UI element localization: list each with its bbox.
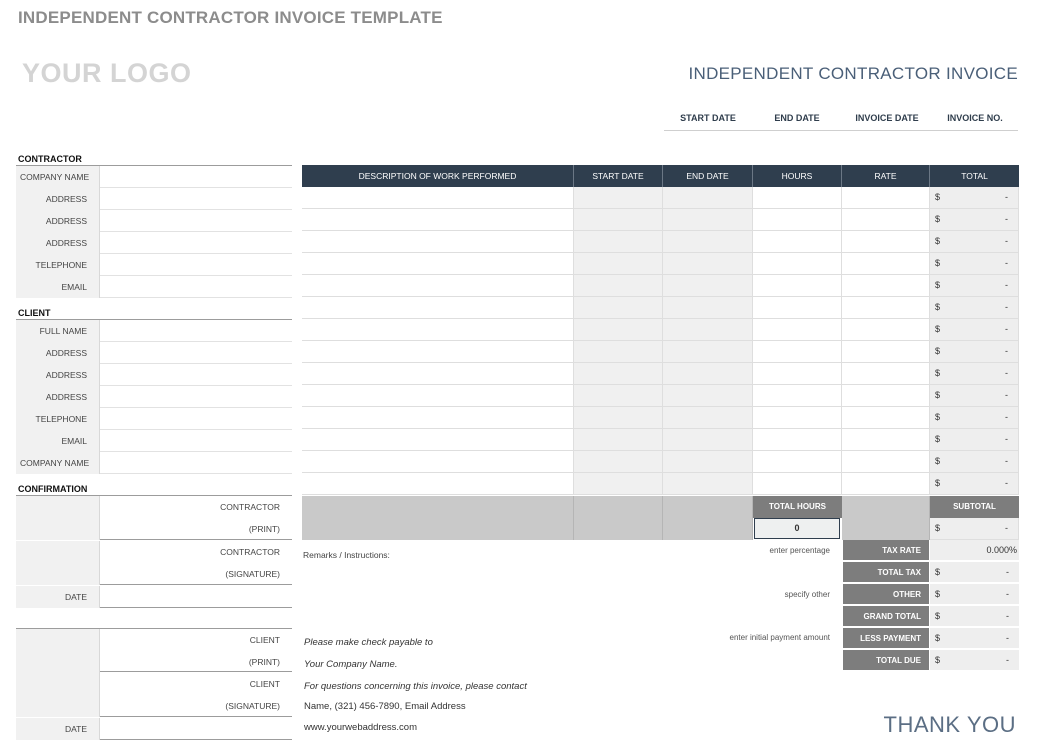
currency-symbol: $ [935, 567, 941, 577]
header-invoice-date-label: INVOICE DATE [855, 113, 919, 123]
end-date-cell[interactable] [663, 275, 753, 297]
field-label: TELEPHONE [16, 408, 100, 430]
field-label: CONTRACTOR [220, 547, 280, 557]
subtotal-label: SUBTOTAL [930, 496, 1019, 518]
currency-symbol: $ [935, 280, 941, 290]
client-company-row[interactable] [16, 452, 292, 474]
end-date-cell[interactable] [663, 319, 753, 341]
field-label: ADDRESS [16, 188, 100, 210]
field-label: ADDRESS [16, 386, 100, 408]
client-email-row[interactable] [16, 430, 292, 452]
currency-symbol: $ [935, 611, 941, 621]
rate-cell[interactable] [842, 231, 930, 253]
rate-cell[interactable] [842, 407, 930, 429]
amount: - [1005, 302, 1008, 312]
grand-total-value [930, 606, 1019, 627]
invoice-title: INDEPENDENT CONTRACTOR INVOICE [688, 64, 1018, 83]
hours-cell[interactable] [753, 451, 842, 473]
line-total-cell [930, 451, 1019, 473]
amount: - [1005, 434, 1008, 444]
summary-bar [663, 518, 753, 540]
hours-cell[interactable] [753, 341, 842, 363]
description-cell[interactable] [302, 297, 574, 319]
start-date-cell[interactable] [574, 187, 663, 209]
amount: - [1005, 324, 1008, 334]
start-date-cell[interactable] [574, 363, 663, 385]
amount: - [1006, 655, 1009, 665]
amount: - [1005, 390, 1008, 400]
amount: - [1005, 368, 1008, 378]
client-signature-field[interactable] [16, 673, 292, 717]
tax-rate-input[interactable] [930, 540, 1019, 561]
hint-initial-payment: enter initial payment amount [729, 633, 830, 642]
amount: - [1005, 258, 1008, 268]
other-label: OTHER [843, 584, 929, 605]
currency-symbol: $ [935, 655, 941, 665]
description-cell[interactable] [302, 451, 574, 473]
end-date-cell[interactable] [663, 363, 753, 385]
start-date-cell[interactable] [574, 253, 663, 275]
questions-text: For questions concerning this invoice, please contact [304, 681, 527, 692]
start-date-cell[interactable] [574, 209, 663, 231]
end-date-cell[interactable] [663, 429, 753, 451]
hours-cell[interactable] [753, 407, 842, 429]
description-cell[interactable] [302, 407, 574, 429]
hours-cell[interactable] [753, 231, 842, 253]
end-date-cell[interactable] [663, 231, 753, 253]
summary-bar [302, 518, 574, 540]
contractor-address-row[interactable] [16, 188, 292, 210]
summary-bar [574, 518, 663, 540]
amount: - [1005, 412, 1008, 422]
currency-symbol: $ [935, 412, 941, 422]
total-tax-label: TOTAL TAX [843, 562, 929, 583]
hours-cell[interactable] [753, 275, 842, 297]
description-cell[interactable] [302, 363, 574, 385]
field-label: (SIGNATURE) [225, 569, 280, 579]
line-total-cell [930, 275, 1019, 297]
currency-symbol: $ [935, 589, 941, 599]
description-cell[interactable] [302, 385, 574, 407]
col-header-rate: RATE [842, 165, 930, 187]
field-label-box [16, 496, 100, 540]
field-label: COMPANY NAME [16, 452, 100, 474]
end-date-cell[interactable] [663, 253, 753, 275]
client-date-field[interactable] [16, 718, 292, 740]
currency-symbol: $ [935, 633, 941, 643]
hours-cell[interactable] [753, 297, 842, 319]
header-end-date-label: END DATE [774, 113, 820, 123]
end-date-cell[interactable] [663, 473, 753, 495]
header-invoice-no-label: INVOICE NO. [947, 113, 1003, 123]
tax-rate-label: TAX RATE [843, 540, 929, 561]
confirmation-heading: CONFIRMATION [18, 484, 88, 494]
line-total-cell [930, 341, 1019, 363]
field-label: EMAIL [16, 276, 100, 298]
end-date-cell[interactable] [663, 385, 753, 407]
client-address-row[interactable] [16, 364, 292, 386]
client-print-field[interactable] [16, 628, 292, 672]
other-input[interactable] [930, 584, 1019, 605]
logo-placeholder: YOUR LOGO [22, 58, 192, 88]
less-payment-input[interactable] [930, 628, 1019, 649]
col-header-end-date: END DATE [663, 165, 753, 187]
contractor-address-row[interactable] [16, 210, 292, 232]
payable-to-text: Please make check payable to [304, 637, 433, 648]
description-cell[interactable] [302, 231, 574, 253]
line-total-cell [930, 407, 1019, 429]
start-date-cell[interactable] [574, 473, 663, 495]
contractor-date-field[interactable] [16, 586, 292, 608]
line-total-cell [930, 253, 1019, 275]
page-title: INDEPENDENT CONTRACTOR INVOICE TEMPLATE [18, 8, 443, 27]
currency-symbol: $ [935, 324, 941, 334]
contractor-address-row[interactable] [16, 232, 292, 254]
total-due-value [930, 650, 1019, 671]
end-date-cell[interactable] [663, 407, 753, 429]
rate-cell[interactable] [842, 363, 930, 385]
summary-bar [574, 496, 663, 518]
end-date-cell[interactable] [663, 451, 753, 473]
summary-bar [842, 496, 930, 518]
field-label: CONTRACTOR [220, 502, 280, 512]
currency-symbol: $ [935, 192, 941, 202]
rate-cell[interactable] [842, 275, 930, 297]
total-tax-value [930, 562, 1019, 583]
grand-total-label: GRAND TOTAL [843, 606, 929, 627]
contractor-signature-field[interactable] [16, 541, 292, 585]
summary-bar [842, 518, 930, 540]
currency-symbol: $ [935, 236, 941, 246]
contractor-heading: CONTRACTOR [18, 154, 82, 164]
amount: - [1006, 611, 1009, 621]
end-date-cell[interactable] [663, 297, 753, 319]
field-label: ADDRESS [16, 210, 100, 232]
rate-cell[interactable] [842, 209, 930, 231]
total-due-label: TOTAL DUE [843, 650, 929, 671]
hours-cell[interactable] [753, 209, 842, 231]
total-hours-value: 0 [754, 518, 840, 539]
rate-cell[interactable] [842, 473, 930, 495]
description-cell[interactable] [302, 253, 574, 275]
start-date-cell[interactable] [574, 297, 663, 319]
line-total-cell [930, 473, 1019, 495]
contractor-email-row[interactable] [16, 276, 292, 298]
hours-cell[interactable] [753, 319, 842, 341]
currency-symbol: $ [935, 214, 941, 224]
amount: - [1005, 523, 1008, 533]
description-cell[interactable] [302, 429, 574, 451]
amount: - [1005, 346, 1008, 356]
amount: - [1006, 567, 1009, 577]
remarks-label: Remarks / Instructions: [303, 550, 390, 560]
field-label: FULL NAME [16, 320, 100, 342]
line-total-cell [930, 385, 1019, 407]
tax-rate-value: 0.000% [986, 545, 1017, 555]
amount: - [1005, 456, 1008, 466]
start-date-cell[interactable] [574, 231, 663, 253]
client-fullname-row[interactable] [16, 320, 292, 342]
rate-cell[interactable] [842, 187, 930, 209]
field-label: DATE [16, 586, 100, 608]
rate-cell[interactable] [842, 253, 930, 275]
contractor-company-row[interactable] [16, 166, 292, 188]
total-hours-label: TOTAL HOURS [753, 496, 842, 518]
client-heading: CLIENT [18, 308, 51, 318]
client-address-row[interactable] [16, 386, 292, 408]
currency-symbol: $ [935, 390, 941, 400]
line-total-cell [930, 187, 1019, 209]
start-date-cell[interactable] [574, 429, 663, 451]
contractor-print-field[interactable] [16, 496, 292, 540]
field-label-box [16, 673, 100, 717]
description-cell[interactable] [302, 473, 574, 495]
col-header-start-date: START DATE [574, 165, 663, 187]
field-label: TELEPHONE [16, 254, 100, 276]
field-label: ADDRESS [16, 342, 100, 364]
line-total-cell [930, 363, 1019, 385]
amount: - [1005, 478, 1008, 488]
header-divider [664, 130, 1018, 131]
start-date-cell[interactable] [574, 385, 663, 407]
contact-text: Name, (321) 456-7890, Email Address [304, 701, 466, 712]
header-start-date-label: START DATE [680, 113, 736, 123]
field-label: (PRINT) [248, 657, 280, 667]
start-date-cell[interactable] [574, 275, 663, 297]
contractor-telephone-row[interactable] [16, 254, 292, 276]
subtotal-value [930, 518, 1019, 540]
end-date-cell[interactable] [663, 341, 753, 363]
amount: - [1005, 280, 1008, 290]
end-date-cell[interactable] [663, 209, 753, 231]
line-total-cell [930, 319, 1019, 341]
client-address-row[interactable] [16, 342, 292, 364]
rate-cell[interactable] [842, 429, 930, 451]
currency-symbol: $ [935, 478, 941, 488]
rate-cell[interactable] [842, 319, 930, 341]
rate-cell[interactable] [842, 341, 930, 363]
end-date-cell[interactable] [663, 187, 753, 209]
hint-specify-other: specify other [784, 590, 830, 599]
hours-cell[interactable] [753, 363, 842, 385]
company-name-text: Your Company Name. [304, 659, 398, 670]
line-total-cell [930, 429, 1019, 451]
col-header-hours: HOURS [753, 165, 842, 187]
field-label: EMAIL [16, 430, 100, 452]
currency-symbol: $ [935, 302, 941, 312]
line-total-cell [930, 231, 1019, 253]
description-cell[interactable] [302, 187, 574, 209]
field-label: ADDRESS [16, 232, 100, 254]
thank-you-text: THANK YOU [883, 712, 1016, 737]
start-date-cell[interactable] [574, 451, 663, 473]
start-date-cell[interactable] [574, 319, 663, 341]
field-label: (SIGNATURE) [225, 701, 280, 711]
col-header-total: TOTAL [930, 165, 1019, 187]
amount: - [1005, 192, 1008, 202]
field-label: (PRINT) [248, 524, 280, 534]
description-cell[interactable] [302, 341, 574, 363]
description-cell[interactable] [302, 275, 574, 297]
description-cell[interactable] [302, 319, 574, 341]
hint-enter-percentage: enter percentage [769, 546, 830, 555]
line-total-cell [930, 297, 1019, 319]
currency-symbol: $ [935, 346, 941, 356]
web-address-text: www.yourwebaddress.com [304, 722, 417, 733]
currency-symbol: $ [935, 258, 941, 268]
description-cell[interactable] [302, 209, 574, 231]
field-label-box [16, 541, 100, 585]
amount: - [1005, 214, 1008, 224]
amount: - [1006, 589, 1009, 599]
field-label: ADDRESS [16, 364, 100, 386]
amount: - [1005, 236, 1008, 246]
currency-symbol: $ [935, 523, 941, 533]
rate-cell[interactable] [842, 297, 930, 319]
field-label: COMPANY NAME [16, 166, 100, 188]
hours-cell[interactable] [753, 429, 842, 451]
start-date-cell[interactable] [574, 341, 663, 363]
less-payment-label: LESS PAYMENT [843, 628, 929, 649]
currency-symbol: $ [935, 434, 941, 444]
field-label: CLIENT [249, 635, 280, 645]
client-telephone-row[interactable] [16, 408, 292, 430]
rate-cell[interactable] [842, 385, 930, 407]
col-header-description: DESCRIPTION OF WORK PERFORMED [302, 165, 574, 187]
start-date-cell[interactable] [574, 407, 663, 429]
currency-symbol: $ [935, 368, 941, 378]
amount: - [1006, 633, 1009, 643]
field-label: DATE [16, 718, 100, 740]
currency-symbol: $ [935, 456, 941, 466]
hours-cell[interactable] [753, 473, 842, 495]
hours-cell[interactable] [753, 187, 842, 209]
hours-cell[interactable] [753, 385, 842, 407]
field-label: CLIENT [249, 679, 280, 689]
field-label-box [16, 629, 100, 673]
summary-bar [663, 496, 753, 518]
hours-cell[interactable] [753, 253, 842, 275]
rate-cell[interactable] [842, 451, 930, 473]
line-total-cell [930, 209, 1019, 231]
summary-bar [302, 496, 574, 518]
